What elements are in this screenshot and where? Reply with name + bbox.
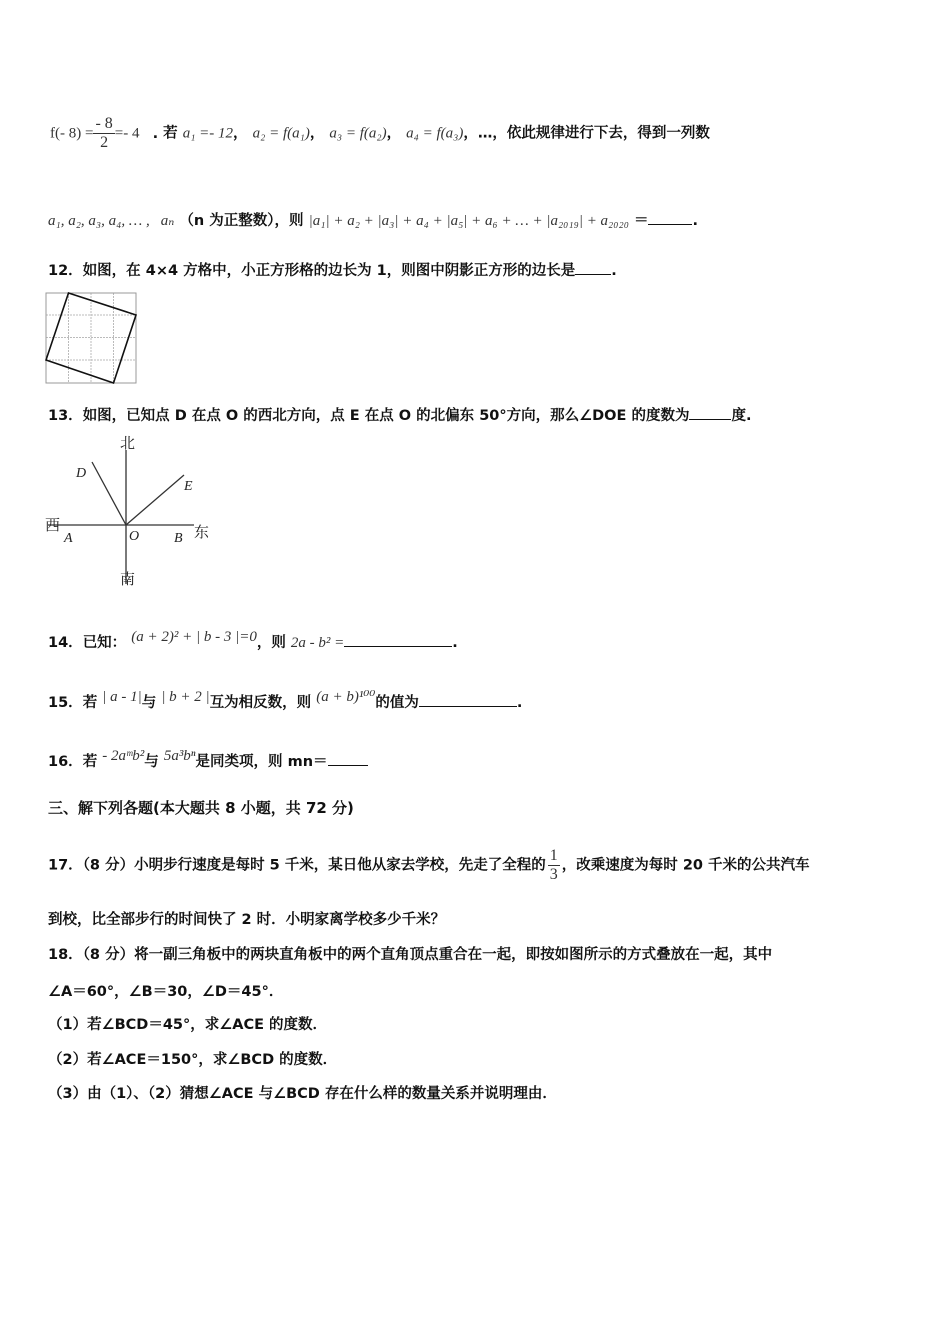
q12-end: . <box>611 263 617 279</box>
q17-text1: （8 分）小明步行速度是每时 5 千米，某日他从家去学校，先走了全程的 <box>82 857 546 874</box>
q18-sub1: （1）若∠BCD＝45°，求∠ACE 的度数． <box>48 1017 328 1033</box>
ray-OE <box>126 475 184 525</box>
ray-OD <box>92 462 126 525</box>
q16-and: 与 <box>144 754 159 770</box>
q11-a2: a₂ = f(a₁) <box>252 125 310 142</box>
label-E: E <box>184 479 193 494</box>
grid-figure <box>45 292 139 385</box>
q11-line1 <box>50 115 710 152</box>
grid-lines <box>46 293 136 383</box>
q15-target: (a + b)¹⁰⁰ <box>316 689 376 705</box>
q15-number: 15． <box>48 695 83 711</box>
q11-a3: a₃ = f(a₂) <box>329 125 387 142</box>
q18-number: 18． <box>48 947 83 963</box>
q11-dot: . <box>152 125 159 142</box>
q17-line2: 到校，比全部步行的时间快了 2 时．小明家离学校多少千米？ <box>48 912 446 928</box>
label-north: 北 <box>120 435 136 452</box>
q16-line <box>48 748 368 772</box>
q11-sep3: ， <box>386 125 402 142</box>
q12-answer-blank[interactable] <box>575 260 611 275</box>
q18-line2: ∠A＝60°，∠B＝30，∠D＝45°． <box>48 984 284 1000</box>
q18-sub3: （3）由（1）、（2）猜想∠ACE 与∠BCD 存在什么样的数量关系并说明理由． <box>48 1086 557 1102</box>
label-A: A <box>64 531 73 546</box>
q15-tail: 的值为 <box>375 695 419 711</box>
q15-end: . <box>516 695 523 711</box>
q11-n-note: （n 为正整数），则 <box>179 213 304 229</box>
q12-text: 如图，在 4×4 方格中，小正方形格的边长为 1，则图中阴影正方形的边长是 <box>82 263 576 279</box>
q14-end: . <box>452 635 458 651</box>
q18-sub2: （2）若∠ACE＝150°，求∠BCD 的度数． <box>48 1052 338 1068</box>
q11-rule-text: ，…，依此规律进行下去，得到一列数 <box>463 125 710 142</box>
q11-an: aₙ <box>160 213 175 229</box>
label-O: O <box>129 529 140 544</box>
compass-figure <box>44 432 212 586</box>
q13-line <box>48 405 751 426</box>
q11-sum: |a₁| + a₂ + |a₃| + a₄ + |a₅| + a₆ + … + |a₂₀₁₉| + a₂₀₂₀ <box>308 213 629 229</box>
q11-a1: a₁ =- 12 <box>182 125 234 142</box>
q17-frac-den: 3 <box>549 866 558 883</box>
q17-line1 <box>48 847 810 884</box>
q11-answer-blank[interactable] <box>648 210 692 225</box>
q15-answer-blank[interactable] <box>419 692 517 707</box>
q14-target: 2a - b² = <box>290 635 345 651</box>
q14-then: ，则 <box>256 635 286 651</box>
q18-line1 <box>48 945 772 965</box>
q15-line <box>48 689 523 713</box>
q11-a4: a₄ = f(a₃) <box>406 125 464 142</box>
q15-expr2: | b + 2 | <box>161 689 210 705</box>
q16-if: 若 <box>82 754 98 770</box>
label-south: 南 <box>120 571 136 586</box>
label-east: 东 <box>194 524 210 541</box>
q16-tail: 是同类项，则 mn＝ <box>195 754 328 770</box>
label-D: D <box>76 466 87 481</box>
q15-mid: 互为相反数，则 <box>209 695 312 711</box>
q16-expr1: - 2aᵐb² <box>102 748 145 764</box>
q13-unit: 度. <box>731 408 752 424</box>
q11-frac-den: 2 <box>100 134 109 151</box>
q14-line <box>48 629 458 653</box>
q14-expr: (a + 2)² + | b - 3 |=0 <box>131 629 257 645</box>
q15-and: 与 <box>141 695 157 711</box>
section3-title: 三、解下列各题(本大题共 8 小题，共 72 分) <box>48 799 354 817</box>
q11-sep2: ， <box>309 125 325 142</box>
q11-f-rhs: =- 4 <box>114 125 140 142</box>
q11-f-lhs: f(- 8) = <box>50 125 94 142</box>
q14-number: 14． <box>48 635 83 651</box>
q14-answer-blank[interactable] <box>344 632 452 647</box>
q11-line2 <box>48 210 698 231</box>
q15-if: 若 <box>82 695 98 711</box>
q14-text: 已知： <box>82 635 127 651</box>
q16-number: 16． <box>48 754 83 770</box>
q11-sep1: ， <box>233 125 248 142</box>
q16-answer-blank[interactable] <box>328 751 368 766</box>
q12-line <box>48 260 617 281</box>
q11-if: 若 <box>163 125 178 142</box>
q13-answer-blank[interactable] <box>689 405 731 420</box>
q12-number: 12． <box>48 263 83 279</box>
q17-fraction <box>548 847 560 884</box>
q11-frac-num: - 8 <box>95 115 113 132</box>
q11-equals: ＝ <box>633 213 649 229</box>
q13-text: 如图，已知点 D 在点 O 的西北方向，点 E 在点 O 的北偏东 50°方向，那么∠DOE 的度数为 <box>82 408 690 424</box>
q17-frac-num: 1 <box>549 847 558 864</box>
q11-fraction <box>93 115 114 152</box>
q16-expr2: 5a³bⁿ <box>163 748 196 764</box>
q11-end: . <box>692 213 698 229</box>
q15-expr1: | a - 1| <box>102 689 142 705</box>
q13-number: 13． <box>48 408 83 424</box>
q18-text1: （8 分）将一副三角板中的两块直角板中的两个直角顶点重合在一起，即按如图所示的方式叠放在一起，其中 <box>82 947 773 963</box>
label-west: 西 <box>45 517 61 534</box>
label-B: B <box>174 531 183 546</box>
q11-sequence: a₁, a₂, a₃, a₄, … , <box>48 213 150 229</box>
q17-number: 17． <box>48 857 83 874</box>
q17-text2: ，改乘速度为每时 20 千米的公共汽车 <box>561 857 810 874</box>
